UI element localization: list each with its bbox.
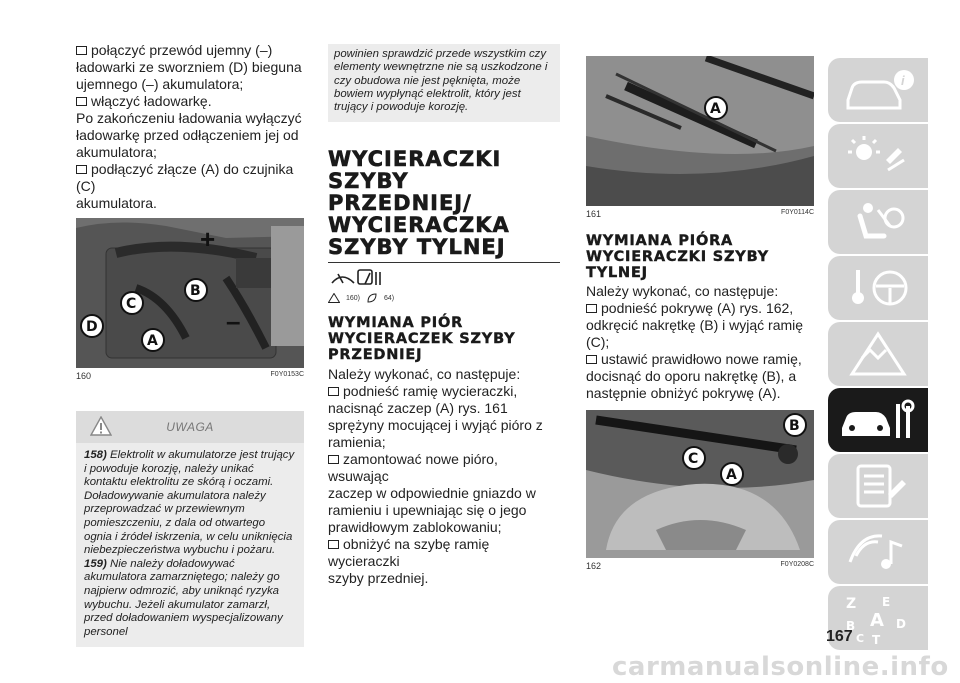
plus-sign: +: [200, 224, 216, 254]
callout-b: [185, 279, 207, 301]
warning-note-header: [76, 411, 304, 443]
key-steering-icon: [838, 262, 918, 314]
step-item: [328, 383, 560, 451]
step-text: ładowarki ze sworzniem (D) bieguna ujemnego (–) akumulatora;: [76, 59, 302, 92]
callout-b: [784, 414, 806, 436]
tab-dashboard-lights[interactable]: [828, 124, 928, 188]
checkbox-icon: [328, 540, 339, 549]
reference-line: [328, 293, 560, 303]
checkbox-icon: [586, 355, 597, 364]
heading-line: PRZEDNIEJ/: [328, 191, 472, 216]
car-wrench-icon: [838, 394, 918, 446]
divider: [328, 262, 560, 263]
page-number: 167: [826, 628, 853, 645]
heading-line: TYLNEJ: [586, 265, 648, 281]
checkbox-icon: [328, 387, 339, 396]
car-info-icon: [838, 64, 918, 116]
intro-text: Należy wykonać, co następuje:: [328, 366, 521, 383]
warning-triangle-icon: [328, 293, 340, 303]
svg-text:C: C: [688, 451, 699, 467]
figure-code: F0Y0153C: [270, 371, 304, 378]
step-lead: obniżyć na szybę ramię wycieraczki: [328, 536, 490, 570]
environment-ref: 64): [384, 294, 395, 302]
section-heading: [586, 233, 814, 281]
warning-note-continuation: powinien sprawdzić przede wszystkim czy elementy wewnętrzne nie są uszkodzone i czy obudowa nie jest pęknięta, może bowiem wypłynąć elektrolit, który jest trujący i powoduje korozję.: [328, 44, 560, 122]
checkbox-icon: [586, 304, 597, 313]
svg-text:C: C: [126, 296, 137, 312]
heading-line: WYCIERACZKI SZYBY: [586, 249, 769, 265]
callout-c: [683, 447, 705, 469]
step-lead: podłączyć złącze (A) do czujnika (C): [76, 161, 294, 194]
warning-triangle-icon: [838, 328, 918, 380]
svg-text:D: D: [86, 319, 98, 335]
figure-caption: [586, 209, 814, 219]
battery-charger-illustration: [76, 218, 304, 368]
column-1: [76, 42, 304, 647]
checkbox-icon: [328, 455, 339, 464]
svg-text:A: A: [710, 101, 721, 117]
subheading-line: WYMIANA PIÓR: [328, 315, 464, 332]
heading-line: WYCIERACZKI: [328, 147, 502, 172]
figure-number: 162: [586, 561, 602, 571]
figure-162: [586, 410, 814, 558]
step-lead: zamontować nowe pióro, wsuwając: [328, 451, 498, 485]
heading-line: SZYBY: [328, 169, 409, 194]
svg-text:B: B: [789, 418, 800, 434]
tab-seat-airbag[interactable]: [828, 190, 928, 254]
callout-a: [721, 463, 743, 485]
figure-161: [586, 56, 814, 206]
step-text: zaczep w odpowiednie gniazdo w ramieniu i upewniając się o jego prawidłowym zablokowaniu;: [328, 485, 536, 536]
tab-radio-music[interactable]: [828, 520, 928, 584]
subheading-line: PRZEDNIEJ: [328, 347, 423, 364]
callout-a: [705, 97, 727, 119]
tab-key-steering[interactable]: [828, 256, 928, 320]
column-3: [586, 56, 814, 571]
note-ref: 159): [84, 557, 107, 570]
intro-text: Należy wykonać, co następuje:: [586, 283, 779, 299]
step-item: [76, 42, 304, 93]
svg-text:i: i: [901, 73, 905, 88]
checkbox-icon: [76, 165, 87, 174]
symbol-row: [328, 267, 560, 291]
step-item: [76, 93, 304, 110]
column-2: [328, 44, 560, 587]
subheading-line: WYCIERACZEK SZYBY: [328, 331, 516, 348]
tab-data-list[interactable]: [828, 454, 928, 518]
radio-music-icon: [838, 526, 918, 578]
svg-text:B: B: [846, 619, 856, 633]
step-item: [328, 451, 560, 536]
data-list-icon: [838, 460, 918, 512]
front-wiper-illustration: [586, 56, 814, 206]
svg-text:C: C: [856, 632, 865, 644]
rear-wiper-illustration: [586, 410, 814, 558]
step-item: [328, 536, 560, 587]
checkbox-icon: [76, 97, 87, 106]
watermark: carmanualsonline.info: [612, 652, 949, 682]
figure-caption: [586, 561, 814, 571]
svg-text:T: T: [872, 633, 881, 644]
step-lead: podnieść ramię wycieraczki,: [343, 383, 518, 400]
section-heading: [328, 148, 560, 258]
figure-160: [76, 218, 304, 368]
callout-c: [121, 292, 143, 314]
chapter-sidebar: [828, 58, 928, 652]
step-lead: połączyć przewód ujemny (–): [91, 42, 273, 58]
figure-code: F0Y0114C: [781, 209, 814, 216]
svg-text:A: A: [726, 467, 737, 483]
figure-number: 161: [586, 209, 602, 219]
paragraph: Po zakończeniu ładowania wyłączyć ładowarkę przed odłączeniem jej od akumulatora;: [76, 110, 302, 160]
note-item: [84, 558, 296, 640]
step-item: [586, 300, 814, 351]
note-ref: 158): [84, 449, 107, 461]
svg-text:Z: Z: [846, 596, 857, 612]
leaf-icon: [366, 293, 378, 303]
step-lead: podnieść pokrywę (A) rys. 162,: [601, 300, 794, 316]
step-item: [586, 351, 814, 402]
warning-ref: 160): [346, 294, 361, 302]
warning-note-body: [76, 443, 304, 647]
svg-text:A: A: [147, 333, 158, 349]
svg-text:D: D: [896, 617, 906, 631]
subsection-heading: [328, 315, 560, 363]
seat-airbag-icon: [838, 196, 918, 248]
note-item: [84, 449, 296, 558]
tab-car-maintenance[interactable]: [828, 388, 928, 452]
note-title: UWAGA: [166, 420, 214, 434]
svg-text:A: A: [870, 610, 884, 631]
figure-caption: [76, 371, 304, 381]
svg-text:B: B: [190, 283, 201, 299]
checkbox-icon: [76, 46, 87, 55]
step-text: docisnąć do oporu nakrętkę (B), a następnie obniżyć pokrywę (A).: [586, 368, 797, 401]
minus-sign: –: [226, 306, 241, 336]
dashboard-lights-icon: [838, 130, 918, 182]
tab-car-info[interactable]: [828, 58, 928, 122]
step-text: nacisnąć zaczep (A) rys. 161 sprężyny mocującej i wyjąć pióro z ramienia;: [328, 400, 543, 451]
note-text: Nie należy doładowywać akumulatora zamarzniętego; należy go najpierw odmrozić, aby uniknąć ryzyka wybuchu. Jeżeli akumulator zamarzł, przed doładowaniem wyspecjalizowany personel: [84, 557, 283, 638]
heading-line: SZYBY TYLNEJ: [328, 235, 506, 260]
step-text: szyby przedniej.: [328, 570, 429, 587]
step-lead: włączyć ładowarkę.: [91, 93, 212, 109]
figure-number: 160: [76, 371, 92, 381]
note-text: Elektrolit w akumulatorze jest trujący i powoduje korozję, należy unikać kontaktu elektrolitu ze skórą i oczami. Doładowywanie akumulatora należy przeprowadzać w przewiewnym pomieszczeniu, z dala od otwartego ognia i źródeł iskrzenia, w celu uniknięcia niebezpieczeństwa wybuchu i pożaru.: [84, 449, 295, 557]
tab-warning[interactable]: [828, 322, 928, 386]
figure-code: F0Y0208C: [780, 561, 814, 568]
svg-text:E: E: [882, 595, 891, 609]
step-text: odkręcić nakrętkę (B) i wyjąć ramię (C);: [586, 317, 804, 350]
step-lead: ustawić prawidłowo nowe ramię,: [601, 351, 802, 367]
heading-line: WYMIANA PIÓRA: [586, 233, 734, 249]
step-item: [76, 161, 304, 212]
callout-a: [142, 329, 164, 351]
callout-d: [81, 315, 103, 337]
heading-line: WYCIERACZKA: [328, 213, 510, 238]
wiper-symbols-icon: [328, 267, 386, 289]
step-text: akumulatora.: [76, 195, 157, 211]
